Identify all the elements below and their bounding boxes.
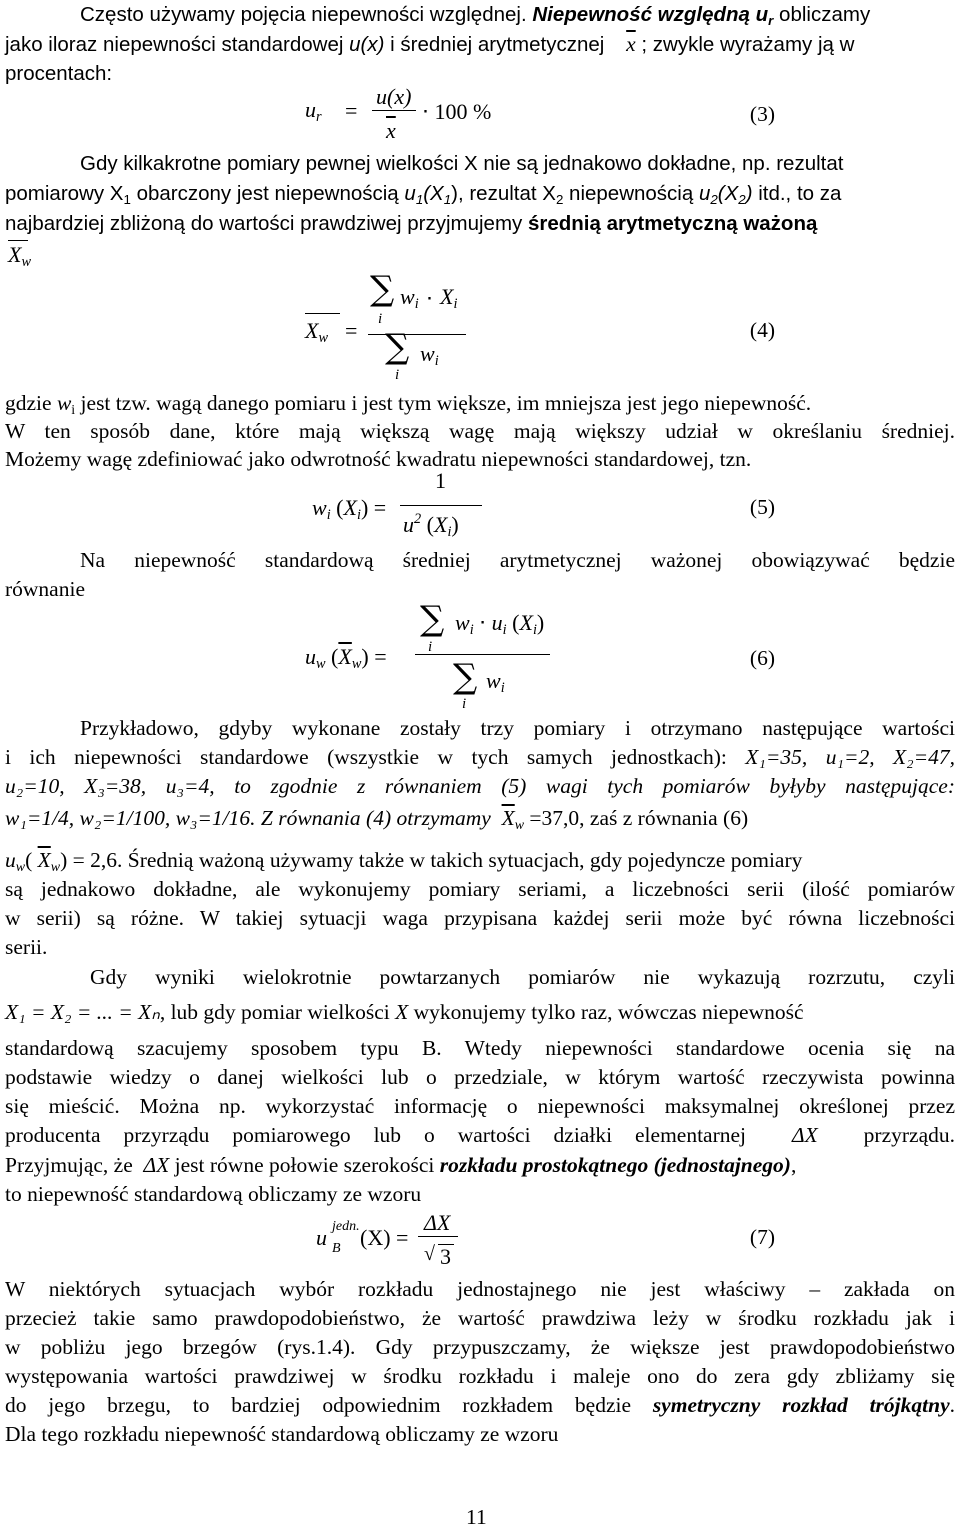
text-line: jako iloraz niepewności standardowej u(x) i średniej arytmetycznej $\overline{x}$ ; zwykle wyrażamy ją w (5, 32, 855, 56)
text-line: występowania wartości prawdziwej w środku rozkładu i maleje ono do zera gdy zbliżamy się (5, 1364, 955, 1388)
text-line: serii. (5, 935, 48, 959)
text-line: $u_w$( $\overline{X}_w) = 2,6$. Średnią ważoną używamy także w takich sytuacjach, gdy pojedyncze pomiary (5, 848, 803, 875)
text-line: X₁ = X₂ = ... = Xₙ, lub gdy pomiar wielkości X wykonujemy tylko raz, wówczas niepewność (5, 1000, 804, 1024)
text-line: Przykładowo, gdyby wykonane zostały trzy pomiary i otrzymano następujące wartości (80, 716, 955, 740)
text-line: u₂=10, X₃=38, u₃=4, to zgodnie z równaniem (5) wagi tych pomiarów byłyby następujące: (5, 774, 955, 798)
text-line: W ten sposób dane, które mają większą wagę mają większy udział w określaniu średniej. (5, 419, 955, 443)
text-line: do jego brzegu, to bardziej odpowiednim rozkładem będzie symetryczny rozkład trójkątny. (5, 1393, 955, 1417)
text-line: producenta przyrządu pomiarowego lub o wartości działki elementarnej ΔX przyrządu. (5, 1123, 955, 1147)
text-line: Gdy kilkakrotne pomiary pewnej wielkości X nie są jednakowo dokładne, np. rezultat (80, 152, 844, 175)
text-line: najbardziej zbliżoną do wartości prawdziwej przyjmujemy średnią arytmetyczną ważoną (5, 212, 818, 235)
text-line: przecież takie samo prawdopodobieństwo, że wartość prawdziwa leży w środku rozkładu jak i (5, 1306, 955, 1330)
text-line: W niektórych sytuacjach wybór rozkładu jednostajnego nie jest właściwy – zakłada on (5, 1277, 955, 1301)
text-line: Na niepewność standardową średniej arytmetycznej ważonej obowiązywać będzie (80, 548, 955, 572)
text-line: podstawie wiedzy o danej wielkości lub o przedziale, w którym wartość rzeczywista powinna (5, 1065, 955, 1089)
text-line: Dla tego rozkładu niepewność standardową obliczamy ze wzoru (5, 1422, 559, 1446)
text-line: i ich niepewności standardowe (wszystkie w tych samych jednostkach): X₁=35, u₁=2, X₂=47, (5, 745, 956, 769)
text-line: równanie (5, 577, 85, 601)
text-line: w₁=1/4, w₂=1/100, w₃=1/16. Z równania (4) otrzymamy $\overline{X}_w =37,0$, zaś z równania (6) (5, 806, 749, 833)
text-line: procentach: (5, 62, 113, 85)
text-line: są jednakowo dokładne, ale wykonujemy pomiary seriami, a liczebności serii (ilość pomiarów (5, 877, 955, 901)
text-line: Przyjmując, że ΔX jest równe połowie szerokości rozkładu prostokątnego (jednostajnego), (5, 1153, 797, 1177)
text-line: w serii) są różne. W takiej sytuacji waga przypisana każdej serii może być równa liczebności (5, 906, 955, 930)
text-line: Często używamy pojęcia niepewności względnej. Niepewność względną $u_r$ obliczamy (80, 3, 871, 28)
text-line: Gdy wyniki wielokrotnie powtarzanych pomiarów nie wykazują rozrzutu, czyli (90, 965, 955, 989)
text-line: Możemy wagę zdefiniować jako odwrotność kwadratu niepewności standardowej, tzn. (5, 447, 752, 471)
text-line: w pobliżu jego brzegów (rys.1.4). Gdy przypuszczamy, że większe jest prawdopodobieństwo (5, 1335, 955, 1359)
text-line: to niepewność standardową obliczamy ze wzoru (5, 1182, 422, 1206)
text-line: pomiarowy $X_1$ obarczony jest niepewnością $u_1(X_1)$, rezultat $X_2$ niepewnością $u_2(X_2)$ itd., to za (5, 182, 842, 207)
page-number: 11 (466, 1505, 487, 1529)
text-line: standardową szacujemy sposobem typu B. Wtedy niepewności standardowe ocenia się na (5, 1036, 955, 1060)
text-line: się mieścić. Można np. wykorzystać informację o niepewności maksymalnej określonej przez (5, 1094, 955, 1118)
text-line: gdzie $w_i$ jest tzw. wagą danego pomiaru i jest tym większe, im mniejsza jest jego niepewność. (5, 391, 812, 418)
